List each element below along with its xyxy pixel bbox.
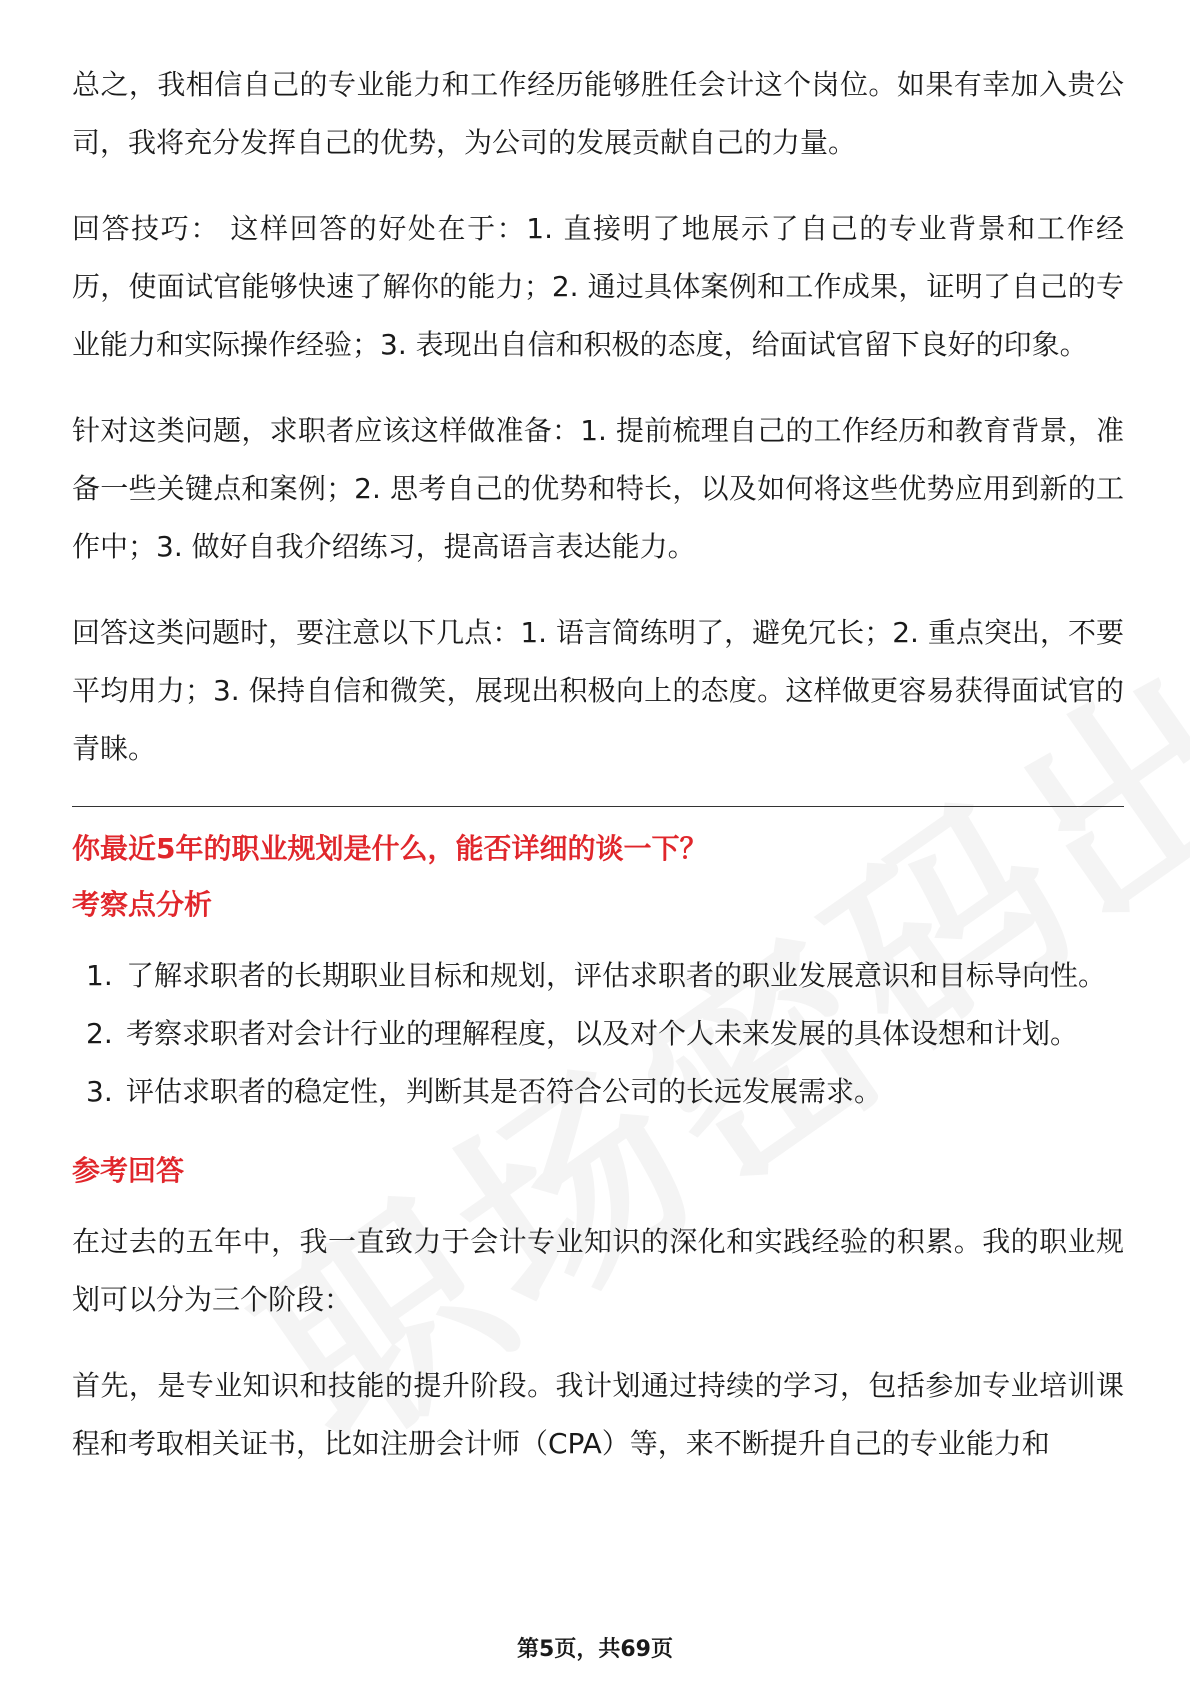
list-item-number: 1. [86,959,113,992]
analysis-list [72,947,1124,1121]
list-item [72,947,1124,1005]
list-item-number: 3. [86,1075,113,1108]
analysis-heading: 考察点分析 [72,888,213,921]
list-item-number: 2. [86,1017,113,1050]
question-title: 你最近5年的职业规划是什么，能否详细的谈一下？ [72,832,708,865]
reference-paragraph-intro: 在过去的五年中，我一直致力于会计专业知识的深化和实践经验的积累。我的职业规划可以分为三个阶段： [72,1225,1124,1316]
page-number: 第5页，共69页 [517,1637,673,1662]
list-item-text: 考察求职者对会计行业的理解程度，以及对个人未来发展的具体设想和计划。 [126,1017,1079,1050]
list-item [72,1005,1124,1063]
list-item-text: 了解求职者的长期职业目标和规划，评估求职者的职业发展意识和目标导向性。 [126,959,1107,992]
paragraph-answer-tips: 回答技巧： 这样回答的好处在于：1. 直接明了地展示了自己的专业背景和工作经历，使面试官能够快速了解你的能力；2. 通过具体案例和工作成果，证明了自己的专业能力和实际操作经验；3. 表现出自信和积极的态度，给面试官留下良好的印象。 [72,212,1124,361]
list-item-text: 评估求职者的稳定性，判断其是否符合公司的长远发展需求。 [126,1075,883,1108]
section-divider [72,806,1124,807]
paragraph-preparation: 针对这类问题，求职者应该这样做准备：1. 提前梳理自己的工作经历和教育背景，准备一些关键点和案例；2. 思考自己的优势和特长，以及如何将这些优势应用到新的工作中；3. 做好自我介绍练习，提高语言表达能力。 [72,414,1124,563]
list-item [72,1063,1124,1121]
paragraph-notes: 回答这类问题时，要注意以下几点：1. 语言简练明了，避免冗长；2. 重点突出，不要平均用力；3. 保持自信和微笑，展现出积极向上的态度。这样做更容易获得面试官的青睐。 [72,616,1124,765]
page-content [72,56,1124,1501]
reference-heading: 参考回答 [72,1154,185,1187]
reference-paragraph-stage-one: 首先，是专业知识和技能的提升阶段。我计划通过持续的学习，包括参加专业培训课程和考取相关证书，比如注册会计师（CPA）等，来不断提升自己的专业能力和 [72,1369,1124,1460]
paragraph-conclusion: 总之，我相信自己的专业能力和工作经历能够胜任会计这个岗位。如果有幸加入贵公司，我将充分发挥自己的优势，为公司的发展贡献自己的力量。 [72,68,1124,159]
